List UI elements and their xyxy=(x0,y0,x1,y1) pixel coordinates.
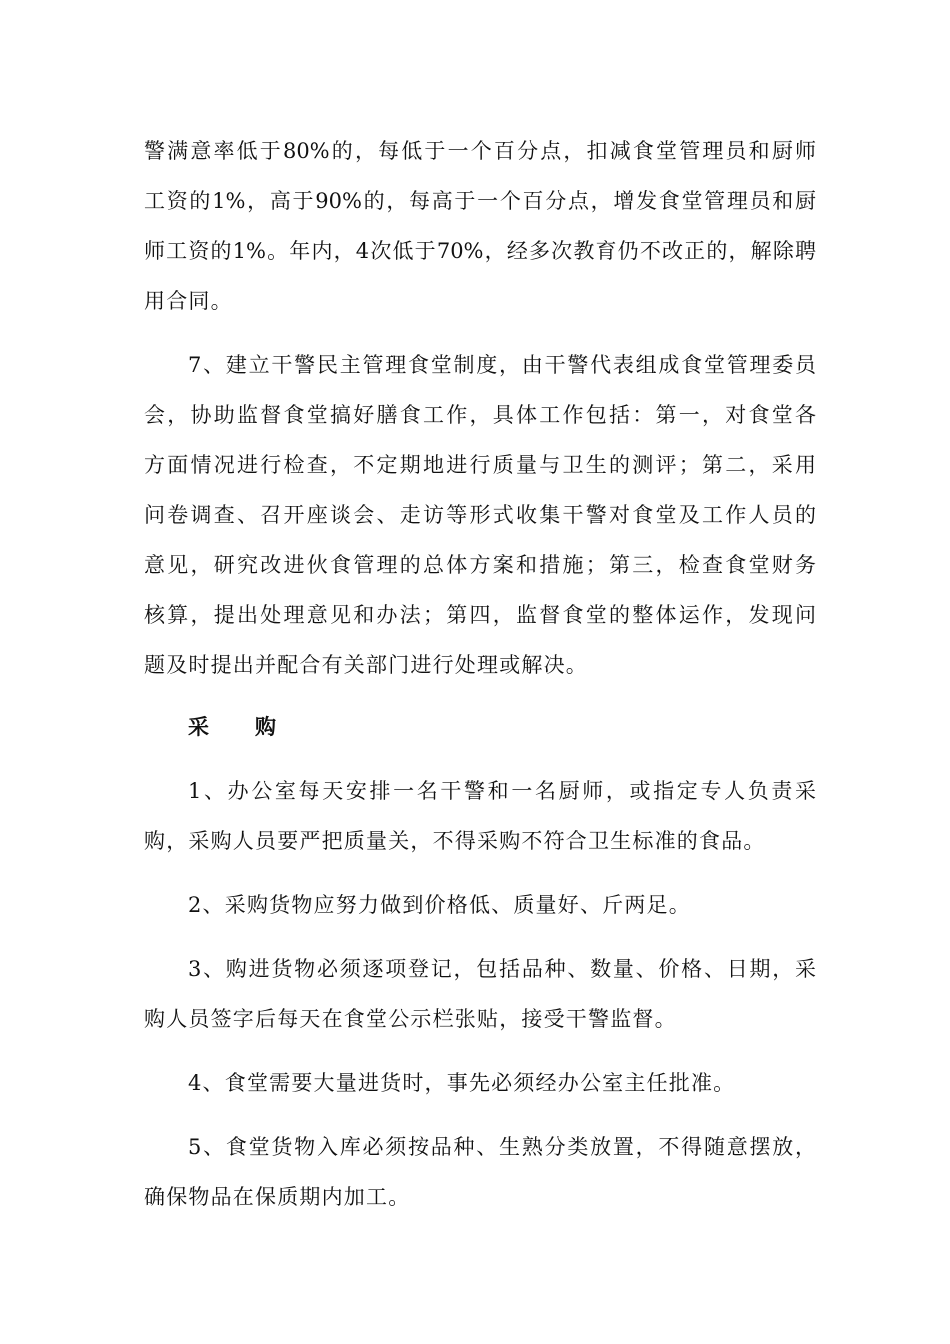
text-line: 核算，提出处理意见和办法；第四，监督食堂的整体运作，发现问 xyxy=(144,603,816,627)
text-line: 工资的1%，高于90%的，每高于一个百分点，增发食堂管理员和厨 xyxy=(144,189,816,213)
text-line: 4、食堂需要大量进货时，事先必须经办公室主任批准。 xyxy=(188,1071,736,1095)
text-line: 1、办公室每天安排一名干警和一名厨师，或指定专人负责采 xyxy=(188,779,816,803)
text-line: 用合同。 xyxy=(144,289,233,313)
text-line: 会，协助监督食堂搞好膳食工作，具体工作包括：第一，对食堂各 xyxy=(144,403,816,427)
text-line: 2、采购货物应努力做到价格低、质量好、斤两足。 xyxy=(188,893,691,917)
text-line: 7、建立干警民主管理食堂制度，由干警代表组成食堂管理委员 xyxy=(188,353,816,377)
text-line: 题及时提出并配合有关部门进行处理或解决。 xyxy=(144,653,588,677)
text-line: 购人员签字后每天在食堂公示栏张贴，接受干警监督。 xyxy=(144,1007,677,1031)
text-line: 购，采购人员要严把质量关，不得采购不符合卫生标准的食品。 xyxy=(144,829,766,853)
text-line: 方面情况进行检查，不定期地进行质量与卫生的测评；第二，采用 xyxy=(144,453,816,477)
heading-char: 购 xyxy=(255,714,276,739)
text-line: 意见，研究改进伙食管理的总体方案和措施；第三，检查食堂财务 xyxy=(144,553,816,577)
text-line: 警满意率低于80%的，每低于一个百分点，扣减食堂管理员和厨师 xyxy=(144,139,816,163)
heading-char: 采 xyxy=(188,714,209,739)
text-line: 确保物品在保质期内加工。 xyxy=(144,1185,411,1209)
section-heading-purchase xyxy=(188,712,860,742)
text-line: 师工资的1%。年内，4次低于70%，经多次教育仍不改正的，解除聘 xyxy=(144,239,816,263)
text-line: 3、购进货物必须逐项登记，包括品种、数量、价格、日期，采 xyxy=(188,957,816,981)
text-line: 5、食堂货物入库必须按品种、生熟分类放置，不得随意摆放， xyxy=(188,1135,816,1159)
text-line: 问卷调查、召开座谈会、走访等形式收集干警对食堂及工作人员的 xyxy=(144,503,816,527)
